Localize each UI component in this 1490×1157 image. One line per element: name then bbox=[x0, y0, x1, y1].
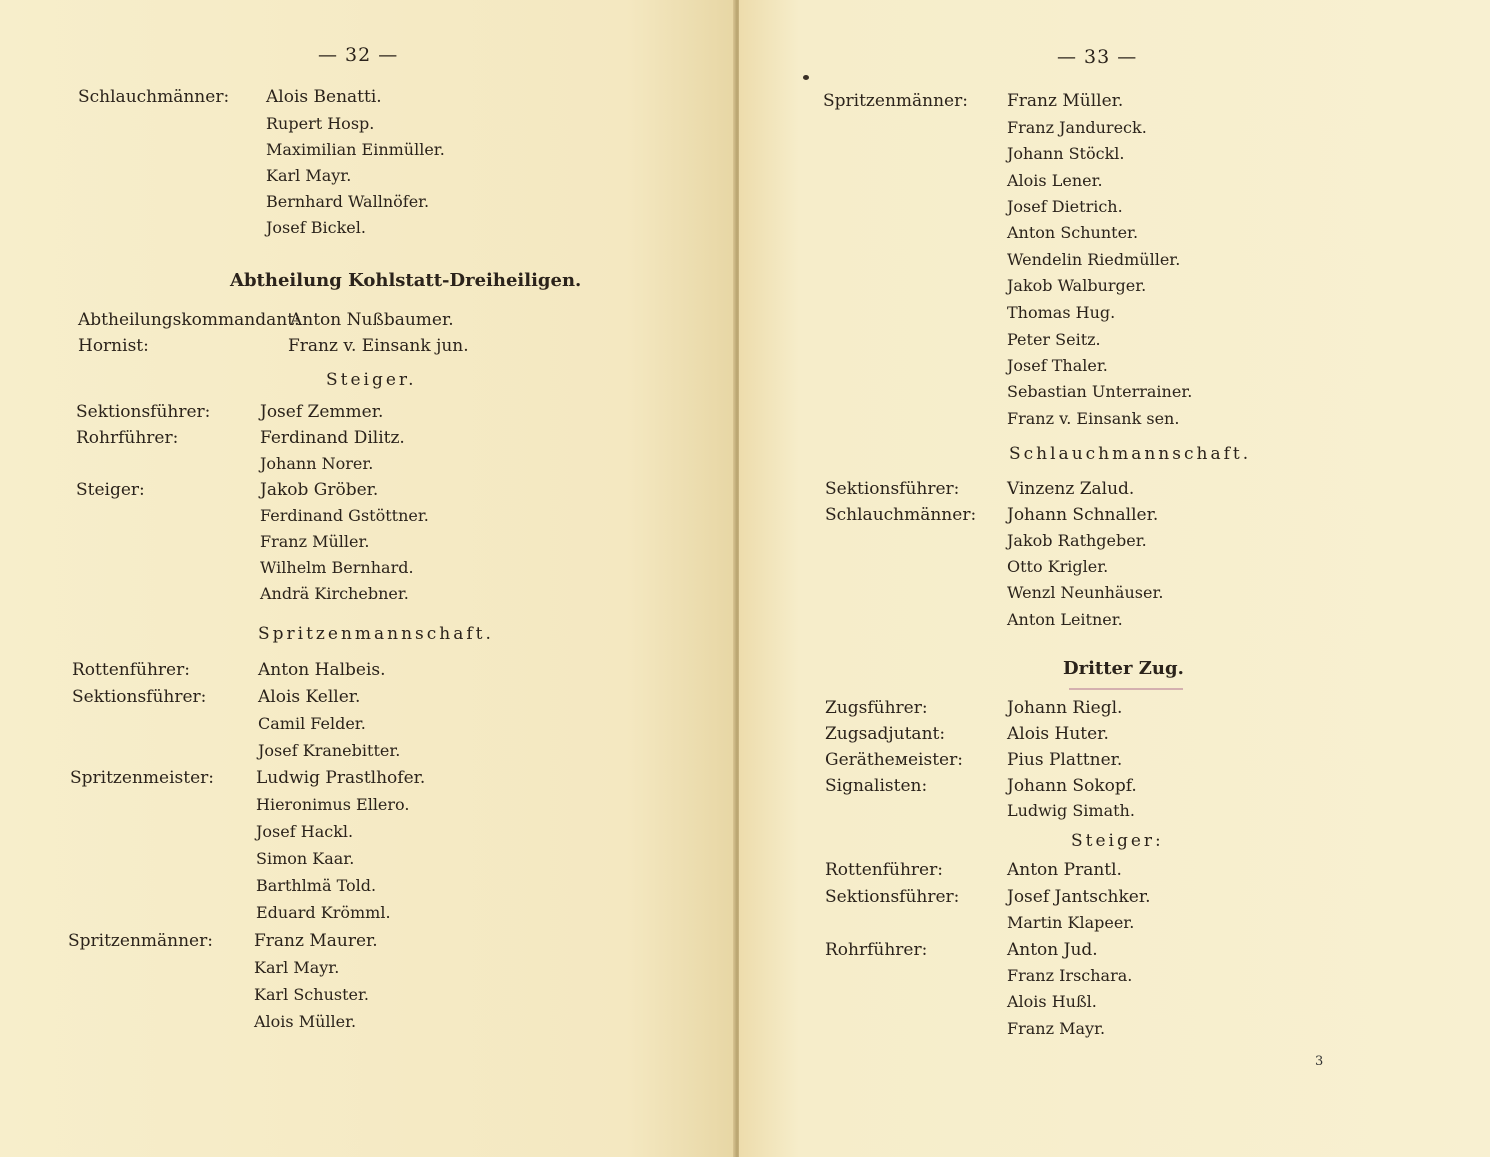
roster-line bbox=[825, 700, 1425, 720]
member-name: Johann Norer. bbox=[260, 454, 374, 473]
member-name: Wilhelm Bernhard. bbox=[260, 558, 414, 577]
signature-mark: 3 bbox=[1315, 1054, 1324, 1069]
role-label: Spritzenmänner: bbox=[68, 931, 213, 951]
roster-line bbox=[78, 89, 678, 109]
role-label: Abtheilungskommandant: bbox=[78, 310, 300, 330]
member-name: Pius Plattner. bbox=[1007, 750, 1123, 770]
role-label: Spritzenmänner: bbox=[823, 91, 968, 111]
member-name: Wendelin Riedmüller. bbox=[1007, 250, 1181, 269]
role-label: Hornist: bbox=[78, 336, 149, 356]
member-name: Franz v. Einsank jun. bbox=[288, 336, 469, 356]
member-name: Martin Klapeer. bbox=[1007, 913, 1135, 932]
role-label: Sektionsführer: bbox=[76, 402, 211, 422]
roster-line bbox=[68, 933, 668, 953]
member-name: Josef Dietrich. bbox=[1007, 197, 1123, 216]
role-label: Signalisten: bbox=[825, 776, 928, 796]
roster-line bbox=[825, 752, 1425, 772]
roster-line bbox=[825, 726, 1425, 746]
member-name: Anton Schunter. bbox=[1007, 223, 1139, 242]
section-heading: Schlauchmannschaft. bbox=[1009, 444, 1252, 464]
member-name: Ferdinand Gstöttner. bbox=[260, 506, 429, 525]
member-name: Alois Keller. bbox=[258, 687, 361, 707]
roster-line bbox=[825, 481, 1425, 501]
member-name: Franz v. Einsank sen. bbox=[1007, 409, 1180, 428]
role-label: Sektionsführer: bbox=[825, 887, 960, 907]
member-name: Josef Bickel. bbox=[266, 218, 366, 237]
member-name: Josef Jantschker. bbox=[1007, 887, 1151, 907]
division-heading: Abtheilung Kohlstatt-Dreiheiligen. bbox=[230, 270, 582, 291]
member-name: Maximilian Einmüller. bbox=[266, 140, 445, 159]
member-name: Karl Mayr. bbox=[266, 166, 352, 185]
role-label: Schlauchmänner: bbox=[825, 505, 977, 525]
member-name: Johann Riegl. bbox=[1007, 698, 1123, 718]
member-name: Sebastian Unterrainer. bbox=[1007, 382, 1193, 401]
page-number: — 32 — bbox=[318, 44, 399, 66]
roster-line bbox=[78, 338, 678, 358]
member-name: Josef Hackl. bbox=[256, 822, 354, 841]
member-name: Rupert Hosp. bbox=[266, 114, 375, 133]
section-heading: Steiger: bbox=[1071, 831, 1164, 851]
member-name: Josef Thaler. bbox=[1007, 356, 1108, 375]
member-name: Alois Lener. bbox=[1007, 171, 1103, 190]
member-name: Jakob Gröber. bbox=[260, 480, 379, 500]
member-name: Alois Huter. bbox=[1007, 724, 1109, 744]
member-name: Anton Prantl. bbox=[1007, 860, 1122, 880]
member-name: Karl Schuster. bbox=[254, 985, 369, 1004]
member-name: Johann Sokopf. bbox=[1007, 776, 1137, 796]
section-heading: Spritzenmannschaft. bbox=[258, 624, 494, 644]
roster-line bbox=[825, 889, 1425, 909]
member-name: Karl Mayr. bbox=[254, 958, 340, 977]
role-label: Sektionsführer: bbox=[825, 479, 960, 499]
roster-line bbox=[825, 942, 1425, 962]
member-name: Thomas Hug. bbox=[1007, 303, 1116, 322]
role-label: Rottenführer: bbox=[825, 860, 943, 880]
role-label: Sektionsführer: bbox=[72, 687, 207, 707]
roster-line bbox=[72, 689, 672, 709]
division-heading: Dritter Zug. bbox=[1063, 658, 1184, 679]
member-name: Andrä Kirchebner. bbox=[260, 584, 409, 603]
member-name: Johann Schnaller. bbox=[1007, 505, 1159, 525]
member-name: Franz Maurer. bbox=[254, 931, 378, 951]
member-name: Anton Halbeis. bbox=[258, 660, 386, 680]
member-name: Johann Stöckl. bbox=[1007, 144, 1125, 163]
member-name: Barthlmä Told. bbox=[256, 876, 377, 895]
member-name: Alois Hußl. bbox=[1007, 992, 1097, 1011]
role-label: Rohrführer: bbox=[825, 940, 928, 960]
member-name: Hieronimus Ellero. bbox=[256, 795, 410, 814]
member-name: Peter Seitz. bbox=[1007, 330, 1101, 349]
role-label: Zugsführer: bbox=[825, 698, 928, 718]
page-number: — 33 — bbox=[1057, 46, 1138, 68]
member-name: Anton Leitner. bbox=[1007, 610, 1123, 629]
member-name: Bernhard Wallnöfer. bbox=[266, 192, 430, 211]
member-name: Franz Irschara. bbox=[1007, 966, 1133, 985]
member-name: Franz Mayr. bbox=[1007, 1019, 1106, 1038]
role-label: Rohrführer: bbox=[76, 428, 179, 448]
member-name: Anton Jud. bbox=[1007, 940, 1098, 960]
role-label: Zugsadjutant: bbox=[825, 724, 946, 744]
role-label: Schlauchmänner: bbox=[78, 87, 230, 107]
roster-line bbox=[823, 93, 1423, 113]
member-name: Eduard Krömml. bbox=[256, 903, 391, 922]
right-page bbox=[739, 0, 1490, 1157]
member-name: Vinzenz Zalud. bbox=[1007, 479, 1135, 499]
roster-line bbox=[76, 404, 676, 424]
member-name: Josef Kranebitter. bbox=[258, 741, 401, 760]
member-name: Franz Müller. bbox=[260, 532, 370, 551]
role-label: Rottenführer: bbox=[72, 660, 190, 680]
roster-line bbox=[78, 312, 678, 332]
member-name: Wenzl Neunhäuser. bbox=[1007, 583, 1164, 602]
member-name: Josef Zemmer. bbox=[260, 402, 384, 422]
member-name: Ludwig Prastlhofer. bbox=[256, 768, 426, 788]
pencil-underline bbox=[1069, 688, 1183, 690]
roster-line bbox=[76, 482, 676, 502]
member-name: Alois Müller. bbox=[254, 1012, 357, 1031]
member-name: Ferdinand Dilitz. bbox=[260, 428, 405, 448]
member-name: Alois Benatti. bbox=[266, 87, 382, 107]
roster-line bbox=[76, 430, 676, 450]
role-label: Spritzenmeister: bbox=[70, 768, 214, 788]
member-name: Otto Krigler. bbox=[1007, 557, 1109, 576]
left-page bbox=[0, 0, 737, 1157]
role-label: Gerätheмeister: bbox=[825, 750, 963, 770]
member-name: Jakob Walburger. bbox=[1007, 276, 1147, 295]
role-label: Steiger: bbox=[76, 480, 145, 500]
member-name: Simon Kaar. bbox=[256, 849, 355, 868]
roster-line bbox=[70, 770, 670, 790]
member-name: Anton Nußbaumer. bbox=[290, 310, 454, 330]
member-name: Jakob Rathgeber. bbox=[1007, 531, 1147, 550]
roster-line bbox=[72, 662, 672, 682]
member-name: Ludwig Simath. bbox=[1007, 801, 1135, 820]
roster-line bbox=[825, 507, 1425, 527]
member-name: Franz Jandureck. bbox=[1007, 118, 1147, 137]
ink-speck bbox=[803, 75, 809, 80]
member-name: Franz Müller. bbox=[1007, 91, 1124, 111]
section-heading: Steiger. bbox=[326, 370, 417, 390]
roster-line bbox=[825, 778, 1425, 798]
member-name: Camil Felder. bbox=[258, 714, 366, 733]
roster-line bbox=[825, 862, 1425, 882]
